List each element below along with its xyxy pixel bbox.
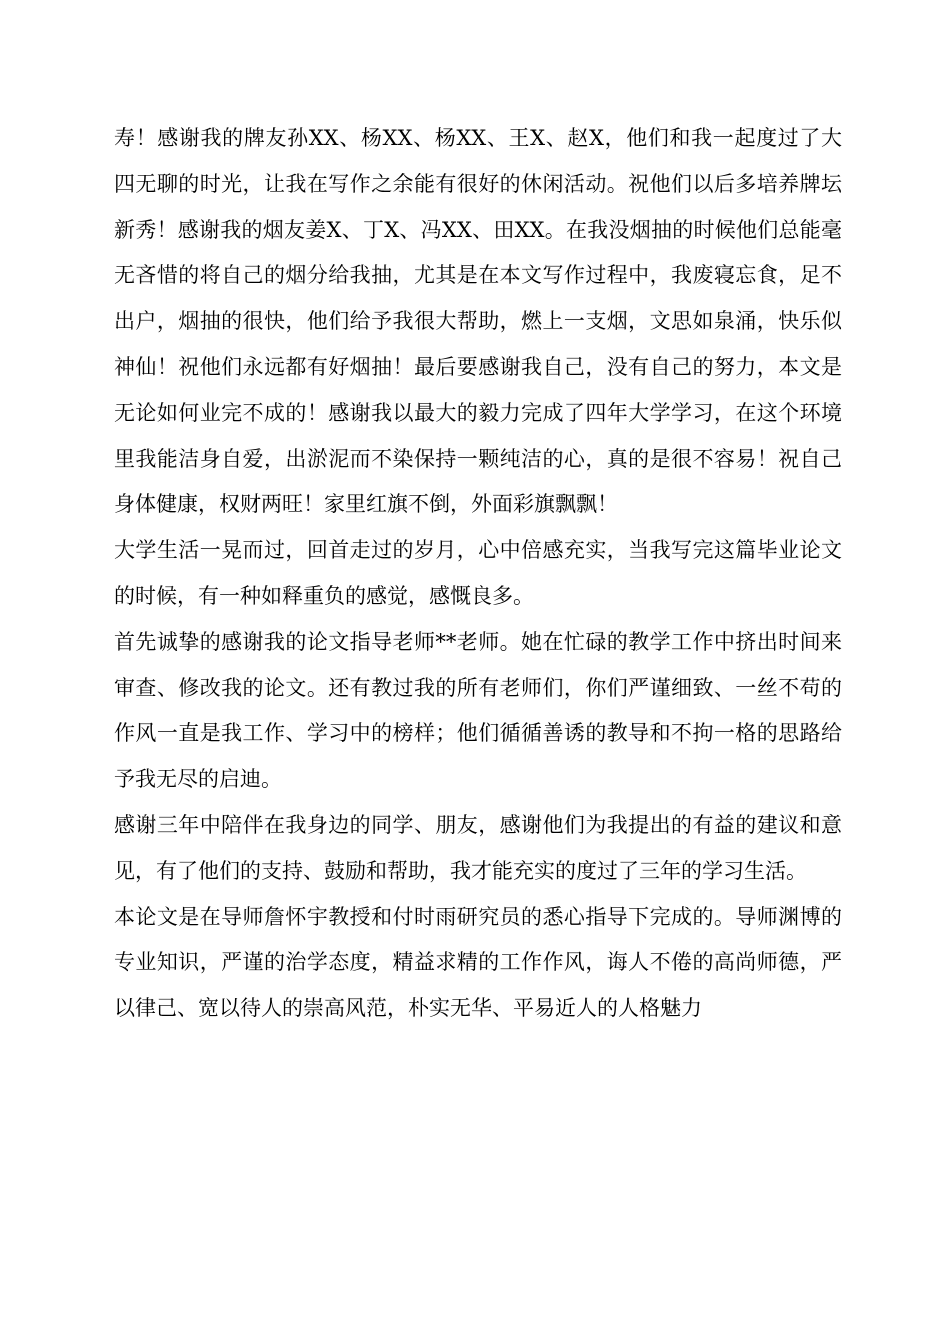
- paragraph-thanks-classmates: 感谢三年中陪伴在我身边的同学、朋友，感谢他们为我提出的有益的建议和意见，有了他们的支持、鼓励和帮助，我才能充实的度过了三年的学习生活。: [114, 812, 842, 883]
- paragraph-thanks-mentors: 本论文是在导师詹怀宇教授和付时雨研究员的悉心指导下完成的。导师渊博的专业知识，严谨的治学态度，精益求精的工作作风，诲人不倦的高尚师德，严以律己、宽以待人的崇高风范，朴实无华、平易近人的人格魅力: [114, 904, 842, 1021]
- paragraph-thanks-advisor: 首先诚挚的感谢我的论文指导老师**老师。她在忙碌的教学工作中挤出时间来审查、修改我的论文。还有教过我的所有老师们，你们严谨细致、一丝不苟的作风一直是我工作、学习中的榜样；他们循循善诱的教导和不拘一格的思路给予我无尽的启迪。: [114, 629, 842, 792]
- document-body: [114, 116, 842, 1032]
- paragraph-thanks-friends: 寿！感谢我的牌友孙XX、杨XX、杨XX、王X、赵X，他们和我一起度过了大四无聊的时光，让我在写作之余能有很好的休闲活动。祝他们以后多培养牌坛新秀！感谢我的烟友姜X、丁X、冯XX、田XX。在我没烟抽的时候他们总能毫无吝惜的将自己的烟分给我抽，尤其是在本文写作过程中，我废寝忘食，足不出户，烟抽的很快，他们给予我很大帮助，燃上一支烟，文思如泉涌，快乐似神仙！祝他们永远都有好烟抽！最后要感谢我自己，没有自己的努力，本文是无论如何业完不成的！感谢我以最大的毅力完成了四年大学学习，在这个环境里我能洁身自爱，出淤泥而不染保持一颗纯洁的心，真的是很不容易！祝自己身体健康，权财两旺！家里红旗不倒，外面彩旗飘飘！: [114, 126, 842, 517]
- paragraph-college-life: 大学生活一晃而过，回首走过的岁月，心中倍感充实，当我写完这篇毕业论文的时候，有一种如释重负的感觉，感慨良多。: [114, 538, 842, 608]
